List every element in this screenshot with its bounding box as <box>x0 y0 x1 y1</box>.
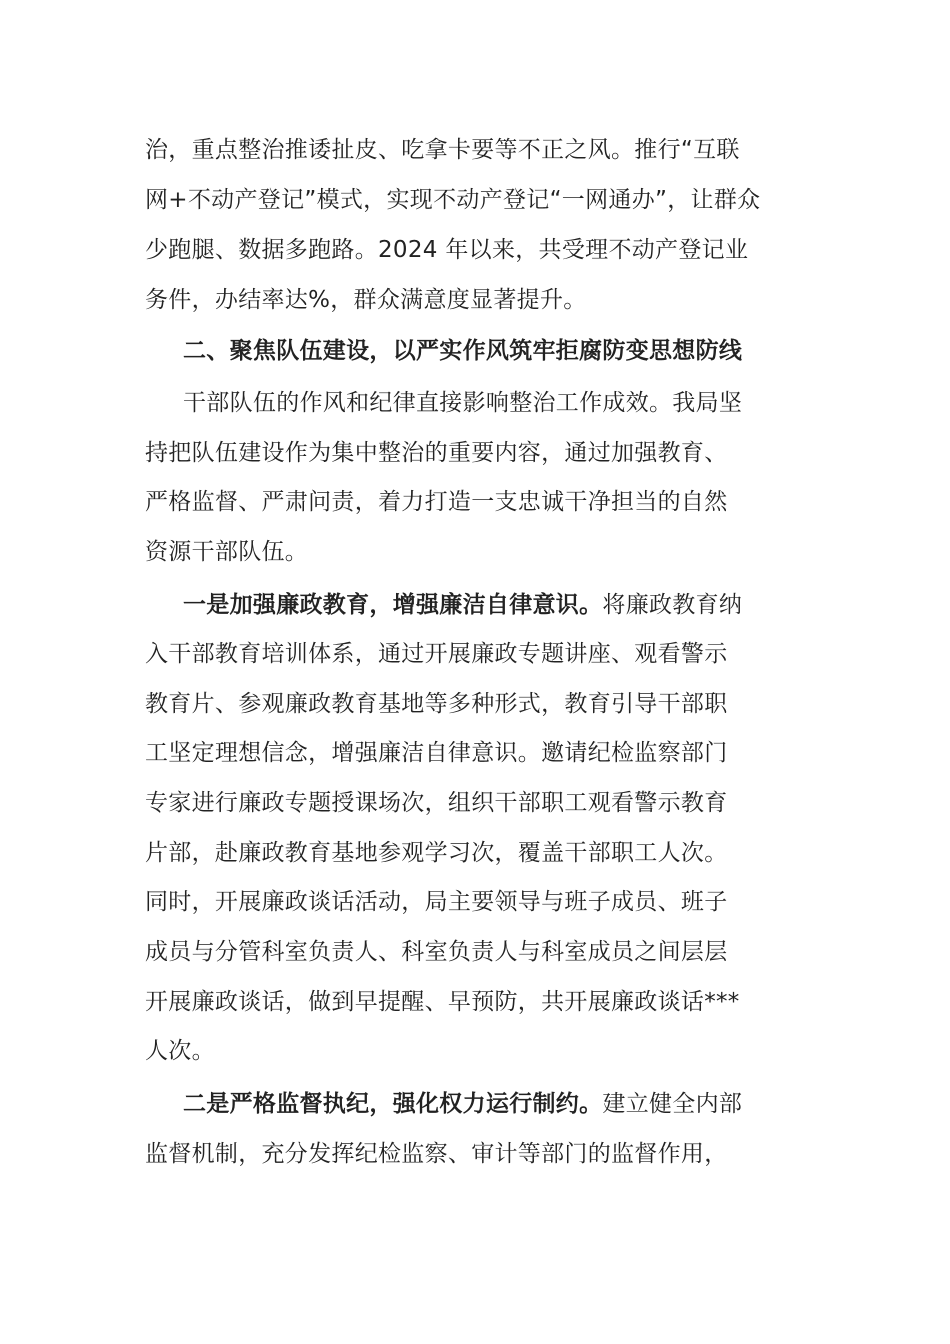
paragraph-first-line <box>183 1089 742 1119</box>
text-line: 开展廉政谈话，做到早提醒、早预防，共开展廉政谈话*** <box>145 989 740 1015</box>
text-line: 干部队伍的作风和纪律直接影响整治工作成效。我局坚 <box>183 390 743 416</box>
text-line: 同时，开展廉政谈话活动，局主要领导与班子成员、班子 <box>145 889 728 915</box>
paragraph-lead: 一是加强廉政教育，增强廉洁自律意识。 <box>183 592 603 618</box>
paragraph-lead-continuation: 建立健全内部 <box>602 1091 743 1117</box>
text-line: 务件，办结率达%，群众满意度显著提升。 <box>145 287 587 313</box>
paragraph-lead: 二是严格监督执纪，强化权力运行制约。 <box>183 1091 603 1117</box>
text-line: 治，重点整治推诿扯皮、吃拿卡要等不正之风。推行“互联 <box>145 137 740 163</box>
text-line: 资源干部队伍。 <box>145 539 309 565</box>
text-line: 持把队伍建设作为集中整治的重要内容，通过加强教育、 <box>145 440 728 466</box>
text-line: 严格监督、严肃问责，着力打造一支忠诚干净担当的自然 <box>145 489 728 515</box>
text-line: 人次。 <box>145 1038 215 1064</box>
text-line: 成员与分管科室负责人、科室负责人与科室成员之间层层 <box>145 939 728 965</box>
text-line: 网+不动产登记”模式，实现不动产登记“一网通办”，让群众 <box>145 187 761 213</box>
text-line: 专家进行廉政专题授课场次，组织干部职工观看警示教育 <box>145 790 728 816</box>
text-line: 教育片、参观廉政教育基地等多种形式，教育引导干部职 <box>145 691 728 717</box>
text-line: 入干部教育培训体系，通过开展廉政专题讲座、观看警示 <box>145 641 728 667</box>
text-line: 少跑腿、数据多跑路。2024 年以来，共受理不动产登记业 <box>145 237 749 263</box>
text-line: 片部，赴廉政教育基地参观学习次，覆盖干部职工人次。 <box>145 840 728 866</box>
text-line: 监督机制，充分发挥纪检监察、审计等部门的监督作用， <box>145 1141 728 1167</box>
paragraph-lead-continuation: 将廉政教育纳 <box>602 592 743 618</box>
paragraph-first-line <box>183 590 742 620</box>
text-line: 工坚定理想信念，增强廉洁自律意识。邀请纪检监察部门 <box>145 740 728 766</box>
section-heading: 二、聚焦队伍建设，以严实作风筑牢拒腐防变思想防线 <box>183 338 743 364</box>
